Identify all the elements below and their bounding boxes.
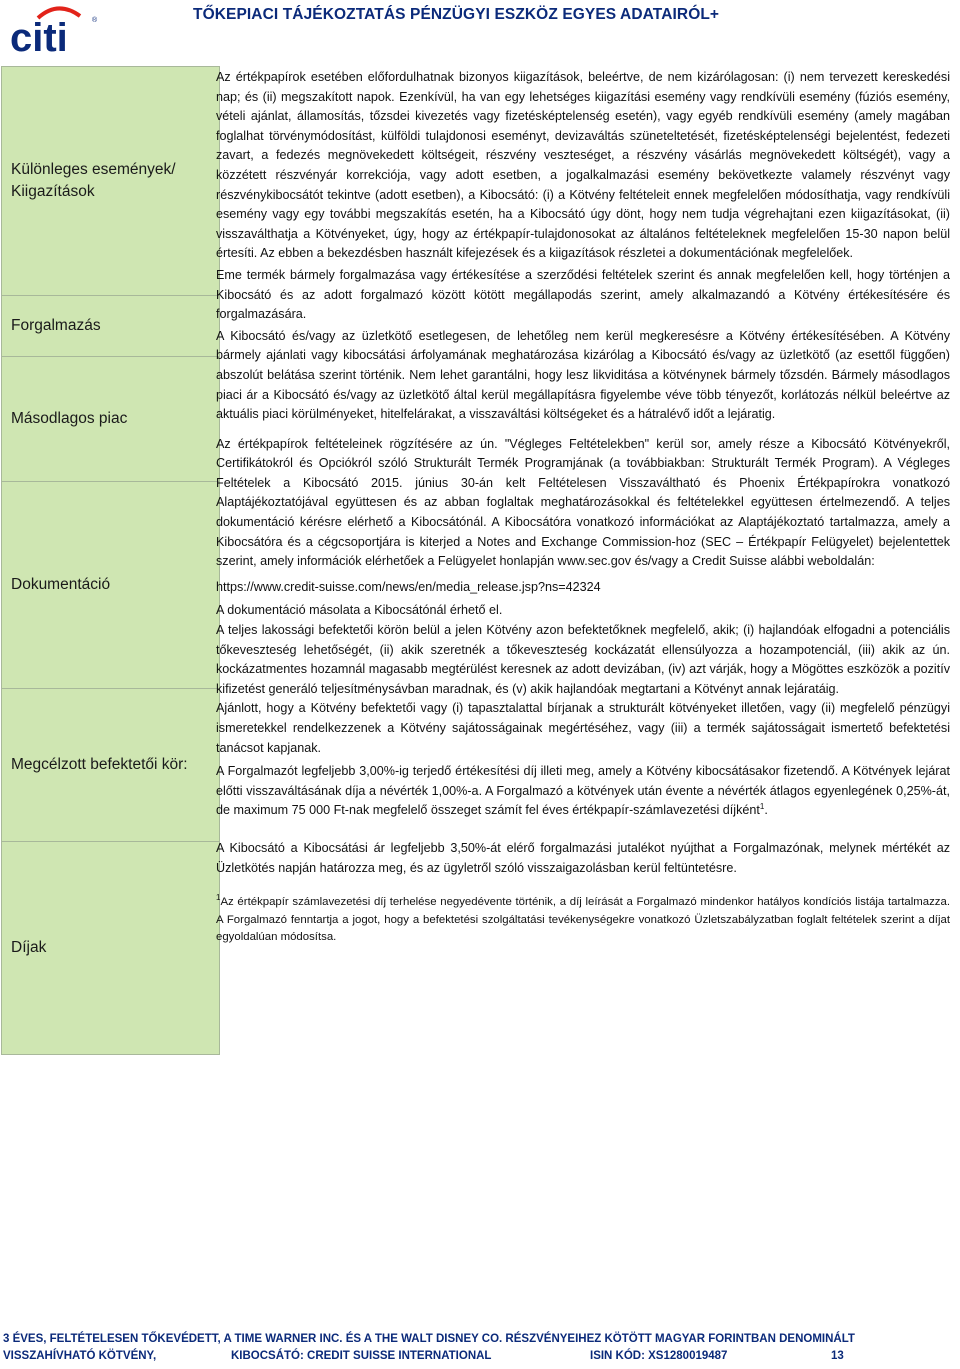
registered-mark-icon: ® — [92, 17, 98, 24]
target-text-1: A teljes lakossági befektetői körön belül a jelen Kötvény azon befektetőknek megfelelő, akik; (i) hajlandóak elfogadni a potenciális tőkeveszteség lehetőségét, (ii) akik szeretnék a tőkeveszteség kockázatát ellensúlyozza a hozampotenciál, (iii) akik az ún. kockázatmentes hozamnál magasabb megtérülést keresnek az adott devizában, (iv) azt várják, hogy a Mögöttes eszközök a pozitív kifizetést generáló teljesítménysávban maradnak, és (v) akik hajlandóak megtartani a Kötvényt annak lejáratáig. — [216, 623, 950, 696]
label-distribution: Forgalmazás — [2, 296, 220, 357]
footnote-text: Az értékpapír számlavezetési díj terhelése negyedévente történik, a díj leírását a Forgalmazó mindenkor hatályos kondíciós listája tartalmazza. A Forgalmazó fenntartja a jogot, hogy a befektetési szolgáltatási tevékenységekre vonatkozó Üzletszabályzatban foglalt feltételek szerint a díjat egyoldalúan módosítsa. — [216, 896, 950, 944]
secondary-text: A Kibocsátó és/vagy az üzletkötő esetlegesen, de lehetőleg nem kerül megkeresésre a Kötvény értékesítésében. A Kötvény bármely ajánlati vagy kibocsátási árfolyamának meghatározása kizárólag a Kibocsátó és/vagy az üzletkötő (az esettől függően) abszolút belátása szerint történik. Nem lehet garantálni, hogy lesz likviditása a kötvénynek bármely tőzsdén. Bármely másodlagos piaci ár a Kibocsátó és/vagy az üzletkötő által kerül megállapításra figyelembe véve több tényezőt, korlátozás nélkül beleértve az aktuális piaci körülményeket, hitelfelárakat, a visszaváltási költségeket és a hátralévő időt a lejáratig. — [216, 328, 950, 422]
fees-text-1 — [216, 762, 950, 821]
label-fees: Díjak — [2, 842, 220, 1055]
documentation-url[interactable]: https://www.credit-suisse.com/news/en/media_release.jsp?ns=42324 — [216, 579, 601, 594]
fees-text-2: A Kibocsátó a Kibocsátási ár legfeljebb 3,50%-át elérő forgalmazási jutalékot nyújthat a Forgalmazónak, melynek mértékét az Üzletkötés napján határozza meg, és az ügyletről szóló visszaigazolásban kerül feltüntetésre. — [216, 840, 950, 875]
logo-text: citi — [10, 16, 68, 56]
fees-text-1-end: . — [764, 803, 768, 818]
page-footer — [3, 1331, 953, 1362]
page-number: 13 — [831, 1350, 844, 1362]
footer-isin: ISIN KÓD: XS1280019487 — [590, 1350, 728, 1362]
footnote-ref: 1 — [759, 802, 765, 812]
label-documentation: Dokumentáció — [2, 482, 220, 689]
page-title: TŐKEPIACI TÁJÉKOZTATÁS PÉNZÜGYI ESZKÖZ EGYES ADATAIRÓL+ — [193, 6, 720, 23]
content-column — [216, 68, 950, 947]
documentation-copy: A dokumentáció másolata a Kibocsátónál érhető el. — [216, 603, 503, 618]
label-special: Különleges események/ Kiigazítások — [2, 67, 220, 296]
fees-text-1-body: A Forgalmazót legfeljebb 3,00%-ig terjedő értékesítési díj illeti meg, amely a Kötvény kibocsátásakor fizetendő. A Kötvények lejárat előtti visszaváltásának díja a névérték 1,00%-a. A Forgalmazó a kötvények után évente a névérték átlagos egyenlegének 0,25%-át, de maximum 75 000 Ft-nak megfelelő összeget számít fel éves értékpapír-számlavezetési díjként — [216, 764, 950, 818]
special-text: Az értékpapírok esetében előfordulhatnak bizonyos kiigazítások, beleértve, de nem kizárólagosan: (i) nem tervezett kereskedési nap; és (ii) megszakított napok. Ezenkívül, ha van egy lehetséges kiigazítási esemény vagy rendkívüli esemény (fúziós esemény, vételi ajánlat, államosítás, tőzsdei kivezetés vagy fizetésképtelenség esetén), vagy egyéb rendkívüli esemény (amely magában foglalhat törvénymódosítást, külföldi tulajdonosi eseményt, devizaváltás szüneteltetését, fizetésképtelenségi bejelentést, fedezeti zavart, a fedezés megnövekedett költségeit, részvény veszteséget, a részvény vásárlás megnövekedett költségét), vagy a közzétett részvényár korrekciója, vagy adott esetben, a jogalkalmazási esemény bekövetkezte valamely részvényt vagy részvénykibocsátót tekintve (adott esetben), a Kibocsátó: (i) a Kötvény feltételeit ennek megfelelően módosíthatja, vagy rendkívüli esemény vagy egy további megszakítás esetén, ha a Kibocsátó úgy dönt, hogy nem tudja végrehajtani ezen kiigazításokat, (ii) visszaválthatja a Kötvényeket, úgy, hogy az értékpapír-tulajdonosokat az általános feltételeknek megfelelően 15-30 napon belül értesíti. Az ebben a bekezdésben használt kifejezések és a kiigazítások részletei a dokumentációnak megfelelőek. — [216, 70, 950, 261]
target-text-2: Ajánlott, hogy a Kötvény befektetői vagy (i) tapasztalattal bírjanak a strukturált kötvényeket illetően, vagy (ii) megfelelő pénzügyi ismeretekkel rendelkezzenek a Kötvény sajátosságainak megértéséhez, vagy (iii) a termék sajátosságait ismertető befektetési tanácsot kapjanak. — [216, 701, 950, 755]
footer-issuer: KIBOCSÁTÓ: CREDIT SUISSE INTERNATIONAL — [231, 1350, 492, 1362]
footnote-mark: 1 — [216, 893, 221, 903]
distribution-text: Eme termék bármely forgalmazása vagy értékesítése a szerződési feltételek szerint és annak megfelelően kell, hogy történjen a Kibocsátó és az adott forgalmazó között kötött megállapodás szerint, amely alkalmazandó a Kötvény értékesítésére és forgalmazására. — [216, 267, 950, 322]
fees-footnote — [216, 894, 950, 947]
footer-product: VISSZAHÍVHATÓ KÖTVÉNY, — [3, 1350, 157, 1362]
footer-line-1: 3 ÉVES, FELTÉTELESEN TŐKEVÉDETT, A TIME WARNER INC. ÉS A THE WALT DISNEY CO. RÉSZVÉNYEIHEZ KÖTÖTT MAGYAR FORINTBAN DENOMINÁLT — [3, 1333, 855, 1345]
label-secondary: Másodlagos piac — [2, 357, 220, 482]
label-target: Megcélzott befektetői kör: — [2, 689, 220, 842]
documentation-text: Az értékpapírok feltételeinek rögzítésére az ún. "Végleges Feltételekben" kerül sor, amely része a Kibocsátó Kötvényekről, Certifikátokról és Opciókról szóló Strukturált Termék Programjának (a továbbiakban: Strukturált Termék Program). A Végleges Feltételek a Kibocsátó 2015. június 30-án kelt Feltételesen Visszaváltható és Phoenix Értékpapírokra vonatkozó Alaptájékoztatójával együttesen és az abban foglaltak meghatározásokkal és feltételekkel együttesen értelmezendő. A teljes dokumentáció kérésre elérhető a Kibocsátónál. A Kibocsátóra vonatkozó információkat az Alaptájékoztató tartalmazza, amely a Kibocsátóra és a cégcsoportjára is kiterjed a Notes and Exchange Commission-hoz (SEC – Értékpapír Felügyelet) bejelentettek szerint, amely információk elérhetőek a Felügyelet honlapján www.sec.gov és/vagy a Credit Suisse alábbi weboldalán: — [216, 436, 950, 569]
citi-logo — [8, 4, 100, 56]
